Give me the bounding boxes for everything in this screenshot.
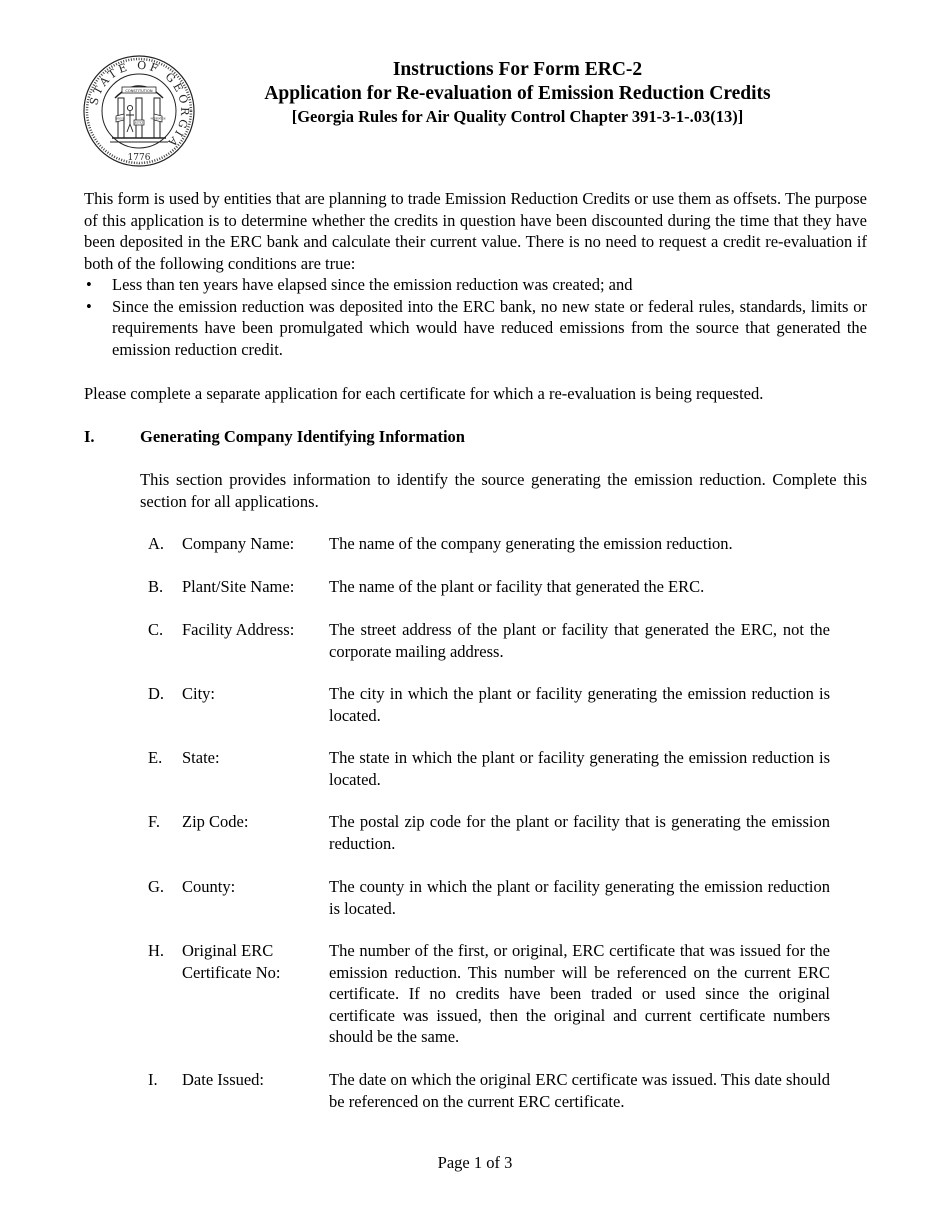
document-title: Instructions For Form ERC-2 — [392, 59, 643, 80]
item-label: Plant/Site Name: — [182, 577, 295, 596]
item-letter: C. — [148, 620, 164, 639]
item-description: The name of the plant or facility that generated the ERC. — [329, 577, 705, 596]
section-description: This section provides information to identify the source generating the emission reduction. Complete this section for all applications. — [140, 470, 867, 511]
item-letter: E. — [148, 748, 163, 767]
conditions-list — [84, 274, 867, 360]
separate-application-note: Please complete a separate application for each certificate for which a re-evaluation is being requested. — [84, 384, 764, 403]
intro-paragraph: This form is used by entities that are planning to trade Emission Reduction Credits or use them as offsets. The purpose of this application is to determine whether the credits in question have been discounted during the time that they have been deposited in the ERC bank and calculate their current value. There is no need to request a credit re-evaluation if both of the following conditions are true: — [84, 189, 867, 273]
page-number: Page 1 of 3 — [437, 1153, 513, 1172]
item-description: The postal zip code for the plant or facility that is generating the emission reduction. — [329, 812, 830, 853]
item-label: Date Issued: — [182, 1070, 265, 1089]
list-item-text: Since the emission reduction was deposited into the ERC bank, no new state or federal rules, standards, limits or requirements have been promulgated which would have reduced emissions from the source that generated the emission reduction credit. — [112, 296, 867, 359]
item-label: Original ERC Certificate No: — [182, 941, 281, 982]
item-letter: H. — [148, 941, 165, 960]
item-label: State: — [182, 748, 220, 767]
rule-reference: [Georgia Rules for Air Quality Control Chapter 391-3-1-.03(13)] — [291, 107, 744, 126]
document-header — [200, 58, 835, 127]
item-label: City: — [182, 684, 216, 703]
item-label: Zip Code: — [182, 812, 249, 831]
item-description: The date on which the original ERC certificate was issued. This date should be referenced on the current ERC certificate. — [329, 1070, 830, 1111]
item-letter: B. — [148, 577, 164, 596]
list-item — [84, 274, 867, 296]
item-description: The name of the company generating the emission reduction. — [329, 534, 733, 553]
section-title: Generating Company Identifying Information — [140, 427, 465, 446]
seal-ring-text: STATE OF GEORGIA — [87, 58, 192, 151]
georgia-state-seal — [82, 54, 196, 168]
item-description: The city in which the plant or facility generating the emission reduction is located. — [329, 684, 830, 725]
section-number: I. — [84, 427, 95, 446]
item-letter: I. — [148, 1070, 158, 1089]
seal-motto-left: WISDOM — [115, 117, 125, 121]
seal-year: 1776 — [127, 153, 151, 163]
item-description: The street address of the plant or facility that generated the ERC, not the corporate mailing address. — [329, 620, 830, 661]
seal-banner: CONSTITUTION — [125, 89, 153, 93]
item-label: Company Name: — [182, 534, 295, 553]
item-letter: G. — [148, 877, 165, 896]
item-letter: A. — [148, 534, 165, 553]
item-label: County: — [182, 877, 236, 896]
item-description: The state in which the plant or facility generating the emission reduction is located. — [329, 748, 830, 789]
seal-motto-right: MODERATION — [150, 117, 166, 121]
bullet-icon: • — [86, 275, 92, 294]
seal-motto-mid: JUSTICE — [134, 121, 144, 125]
document-subtitle: Application for Re-evaluation of Emission Reduction Credits — [264, 83, 771, 104]
item-description: The number of the first, or original, ERC certificate that was issued for the emission reduction. This number will be referenced on the current ERC certificate. If no credits have been traded or used since the original certificate was issued, then the original and current certificate numbers should be the same. — [329, 941, 830, 1046]
item-label: Facility Address: — [182, 620, 295, 639]
bullet-icon: • — [86, 296, 92, 316]
item-letter: F. — [148, 812, 160, 831]
list-item — [84, 296, 867, 361]
item-description: The county in which the plant or facility generating the emission reduction is located. — [329, 877, 830, 918]
item-letter: D. — [148, 684, 165, 703]
list-item-text: Less than ten years have elapsed since the emission reduction was created; and — [112, 275, 633, 294]
